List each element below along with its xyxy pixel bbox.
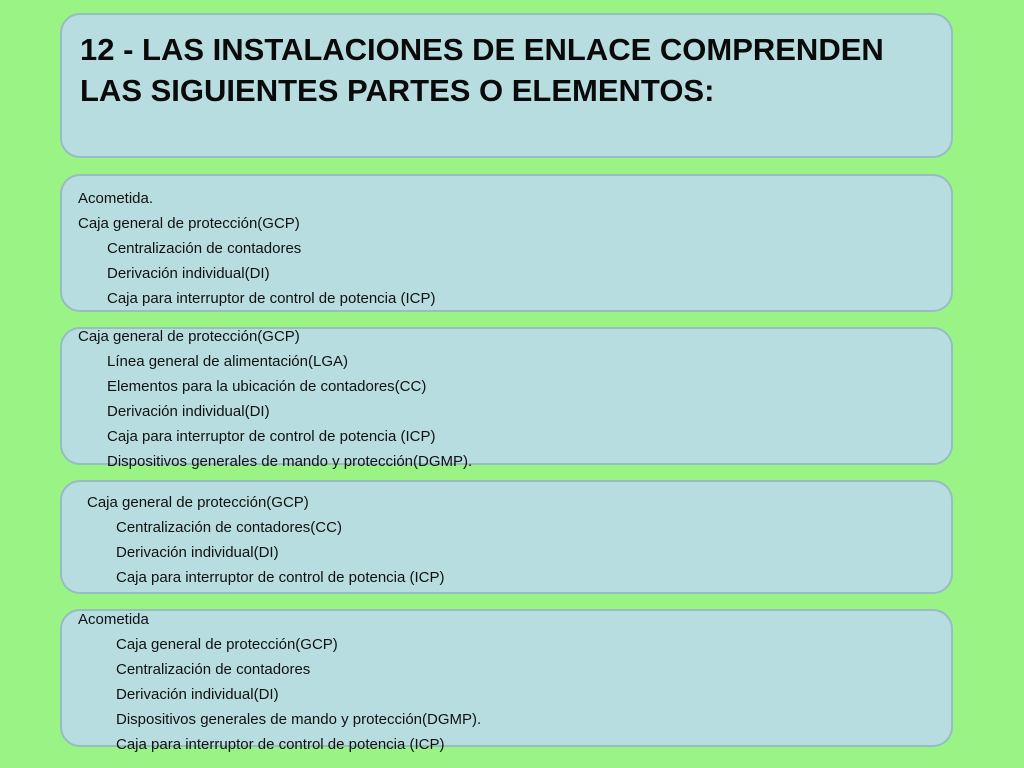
option-2-line: Línea general de alimentación(LGA) [107,353,348,370]
option-2-line: Elementos para la ubicación de contadores(CC) [107,378,427,395]
answer-option-3[interactable] [60,480,953,594]
option-1-line: Acometida. [78,190,154,207]
option-4-line: Acometida [78,611,149,628]
option-2-line: Dispositivos generales de mando y protección(DGMP). [107,453,473,470]
answer-option-4[interactable] [60,609,953,753]
answer-option-2[interactable] [60,327,953,470]
question-title-box [60,13,953,158]
option-3-line: Derivación individual(DI) [116,544,279,561]
option-1-line: Caja general de protección(GCP) [78,215,300,232]
answer-option-1[interactable] [60,174,953,312]
option-3-line: Centralización de contadores(CC) [116,519,342,536]
option-3-line: Caja general de protección(GCP) [87,494,309,511]
option-4-line: Caja para interruptor de control de potencia (ICP) [116,736,445,753]
option-3-line: Caja para interruptor de control de potencia (ICP) [116,569,445,586]
option-4-line: Dispositivos generales de mando y protección(DGMP). [116,711,482,728]
option-1-line: Derivación individual(DI) [107,265,270,282]
option-2-line: Derivación individual(DI) [107,403,270,420]
question-title: 12 - LAS INSTALACIONES DE ENLACE COMPRENDEN LAS SIGUIENTES PARTES O ELEMENTOS: [80,32,884,108]
option-1-line: Centralización de contadores [107,240,302,257]
option-2-line: Caja general de protección(GCP) [78,328,300,345]
option-4-line: Centralización de contadores [116,661,311,678]
option-1-line: Caja para interruptor de control de potencia (ICP) [107,290,436,307]
option-4-line: Derivación individual(DI) [116,686,279,703]
option-2-line: Caja para interruptor de control de potencia (ICP) [107,428,436,445]
option-4-line: Caja general de protección(GCP) [116,636,338,653]
